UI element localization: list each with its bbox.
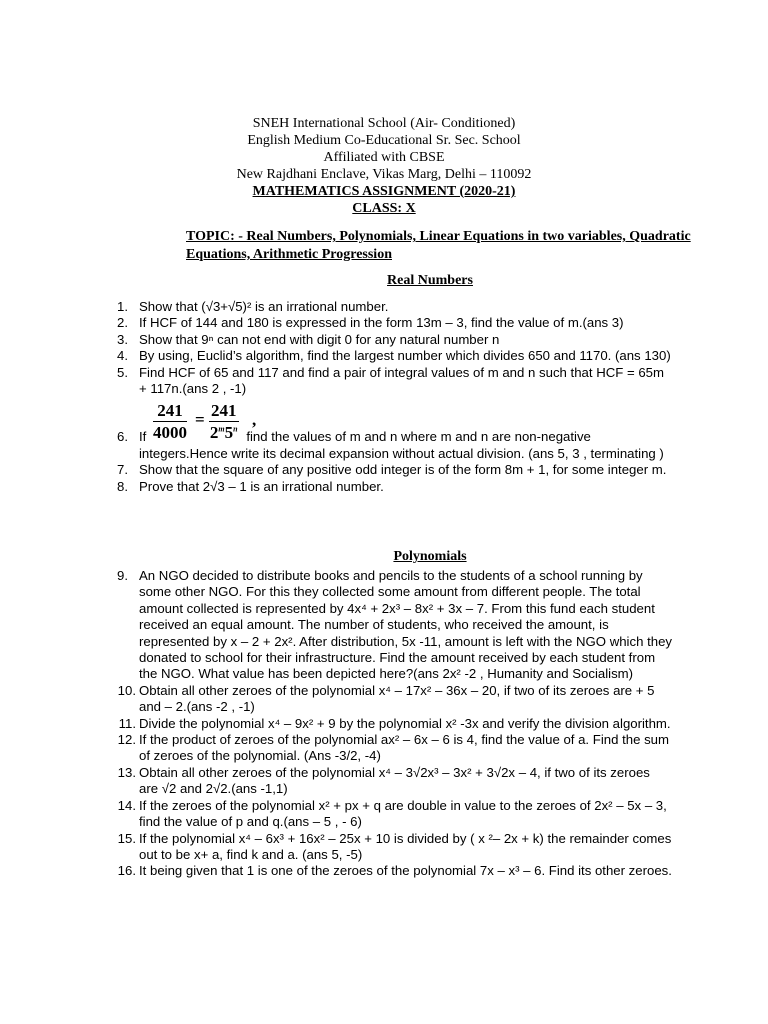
question-text: If the polynomial x⁴ – 6x³ + 16x² – 25x + 10 is divided by ( x ²– 2x + k) the remainder comes out to be x+ a, find k and a. (ans 5, -5) <box>139 830 672 862</box>
question-prefix: If <box>139 429 147 445</box>
question-text: Show that (√3+√5)² is an irrational number. <box>139 299 389 314</box>
section-title-polynomials: Polynomials <box>393 549 467 564</box>
real-numbers-question-list <box>112 299 672 495</box>
question-item <box>112 429 672 462</box>
denominator-base-five: 5 <box>224 423 234 443</box>
question-number: 16. <box>117 863 136 879</box>
question-item <box>112 299 672 315</box>
polynomials-question-list <box>112 568 672 880</box>
question-text: By using, Euclid’s algorithm, find the largest number which divides 650 and 1170. (ans 130) <box>139 348 671 364</box>
class-label: CLASS: X <box>352 201 416 216</box>
question-number: 13. <box>117 764 136 780</box>
topic-line: TOPIC: - Real Numbers, Polynomials, Linear Equations in two variables, Quadratic Equations, Arithmetic Progression <box>186 229 691 262</box>
question-text: If the zeroes of the polynomial x² + px + q are double in value to the zeroes of 2x² – 5x – 3, find the value of p and q.(ans – 5 , - 6) <box>139 797 667 830</box>
question-number: 5. <box>117 364 128 380</box>
fraction-left-denominator: 4000 <box>153 423 187 443</box>
fraction-right-numerator: 241 <box>211 401 237 421</box>
fraction-comma: , <box>252 410 257 430</box>
question-item <box>112 798 672 831</box>
question-item <box>112 732 672 765</box>
question-text: Show that 9ⁿ can not end with digit 0 for any natural number n <box>139 331 500 347</box>
section-title-real-numbers: Real Numbers <box>387 273 473 288</box>
question-number: 12. <box>117 732 136 748</box>
question-number: 7. <box>117 462 128 478</box>
school-type: English Medium Co-Educational Sr. Sec. School <box>247 133 521 148</box>
question-item <box>112 683 672 716</box>
question-number: 4. <box>117 348 128 364</box>
question-number: 10. <box>117 682 136 698</box>
question-text: It being given that 1 is one of the zeroes of the polynomial 7x – x³ – 6. Find its other zeroes. <box>139 863 672 879</box>
question-number: 2. <box>117 315 128 331</box>
question-number: 1. <box>117 299 128 314</box>
question-item <box>112 765 672 798</box>
question-item <box>112 332 672 348</box>
question-number: 8. <box>117 478 128 494</box>
question-text: An NGO decided to distribute books and pencils to the students of a school running by some other NGO. For this they collected some amount from different people. The total amount collected is represented by 4x⁴ + 2x³ – 8x² + 3x – 7. From this fund each student received an equal amount. The number of students, who received the amount, is represented by x – 2 + 2x². After distribution, 5x -11, amount is left with the NGO which they donated to school for their infrastructure. Find the amount received by each student from the NGO. What value has been depicted here?(ans 2x² -2 , Humanity and Socialism) <box>139 568 673 682</box>
school-address: New Rajdhani Enclave, Vikas Marg, Delhi – 110092 <box>236 167 532 182</box>
question-item <box>112 365 672 398</box>
question-text: Find HCF of 65 and 117 and find a pair of integral values of m and n such that HCF = 65m + 117n.(ans 2 , -1) <box>139 364 664 397</box>
question-number: 9. <box>117 568 128 583</box>
exponent-n: n <box>233 424 238 434</box>
question-item <box>112 348 672 364</box>
question-number: 14. <box>117 797 136 813</box>
question-text: Divide the polynomial x⁴ – 9x² + 9 by the polynomial x² -3x and verify the division algorithm. <box>139 715 671 731</box>
school-name: SNEH International School (Air- Conditioned) <box>252 116 516 131</box>
question-item <box>112 831 672 864</box>
question-item <box>112 863 672 879</box>
assignment-title: MATHEMATICS ASSIGNMENT (2020-21) <box>252 184 516 199</box>
question-item <box>112 479 672 495</box>
question-item <box>112 716 672 732</box>
question-item <box>112 462 672 478</box>
question-item <box>112 315 672 331</box>
affiliation: Affiliated with CBSE <box>323 150 445 165</box>
question-text: Obtain all other zeroes of the polynomial x⁴ – 17x² – 36x – 20, if two of its zeroes are + 5 and – 2.(ans -2 , -1) <box>139 682 655 715</box>
question-text: Prove that 2√3 – 1 is an irrational number. <box>139 478 384 494</box>
question-number: 11. <box>118 715 136 731</box>
question-number: 15. <box>117 830 136 846</box>
denominator-base-two: 2 <box>209 423 219 443</box>
equals-sign: = <box>195 410 205 430</box>
document-header <box>0 115 768 217</box>
question-text: If the product of zeroes of the polynomial ax² – 6x – 6 is 4, find the value of a. Find the sum of zeroes of the polynomial. (Ans -3/2, -4) <box>139 732 669 764</box>
question-text: find the values of m and n where m and n are non-negative integers.Hence write its decimal expansion without actual division. (ans 5, 3 , terminating ) <box>139 429 664 461</box>
question-number: 3. <box>117 331 128 347</box>
exponent-m: m <box>218 424 225 434</box>
question-text: Obtain all other zeroes of the polynomial x⁴ – 3√2x³ – 3x² + 3√2x – 4, if two of its zeroes are √2 and 2√2.(ans -1,1) <box>139 764 650 797</box>
question-item <box>112 568 672 683</box>
fraction-left-numerator: 241 <box>153 401 187 422</box>
question-text: If HCF of 144 and 180 is expressed in the form 13m – 3, find the value of m.(ans 3) <box>139 315 624 331</box>
question-number: 6. <box>117 429 128 445</box>
question-text: Show that the square of any positive odd integer is of the form 8m + 1, for some integer m. <box>139 462 667 478</box>
